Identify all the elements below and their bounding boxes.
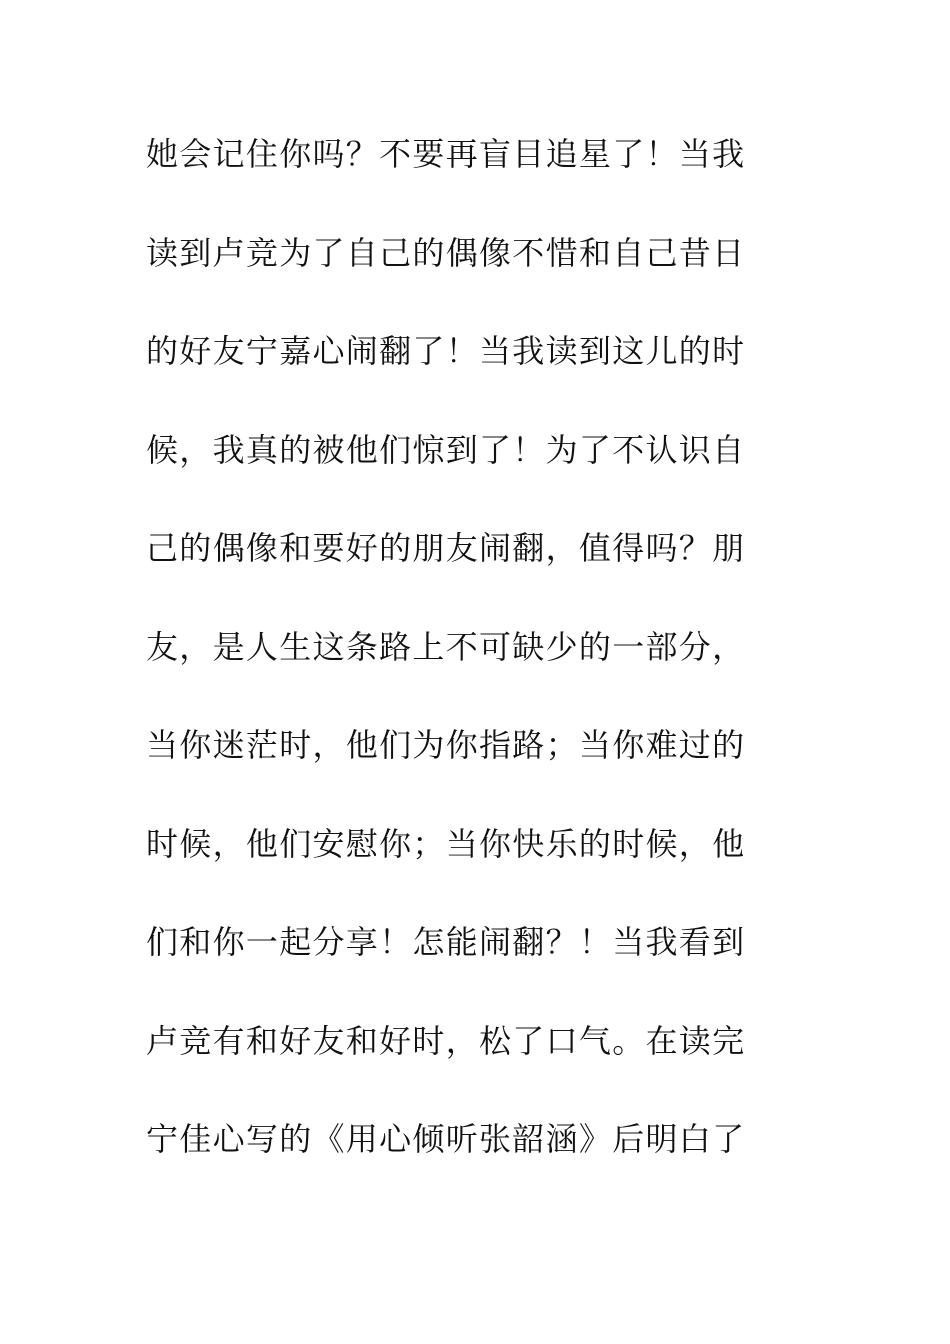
- text-line: 读到卢竞为了自己的偶像不惜和自己昔日: [146, 233, 746, 272]
- text-line: 己的偶像和要好的朋友闹翻，值得吗？朋: [146, 529, 746, 567]
- text-line: 她会记住你吗？不要再盲目追星了！当我: [146, 135, 746, 173]
- body-text: [146, 124, 786, 1208]
- text-line: 当你迷茫时，他们为你指路；当你难过的: [146, 726, 746, 764]
- text-line: 时候，他们安慰你；当你快乐的时候，他: [146, 824, 746, 863]
- text-line: 候，我真的被他们惊到了！为了不认识自: [146, 430, 746, 469]
- text-line: 卢竞有和好友和好时，松了口气。在读完: [146, 1021, 746, 1060]
- text-line: 们和你一起分享！怎能闹翻？！当我看到: [146, 923, 746, 961]
- text-line: 友，是人生这条路上不可缺少的一部分，: [146, 627, 746, 666]
- text-line: 宁佳心写的《用心倾听张韶涵》后明白了: [146, 1120, 746, 1158]
- text-line: 的好友宁嘉心闹翻了！当我读到这儿的时: [146, 332, 746, 370]
